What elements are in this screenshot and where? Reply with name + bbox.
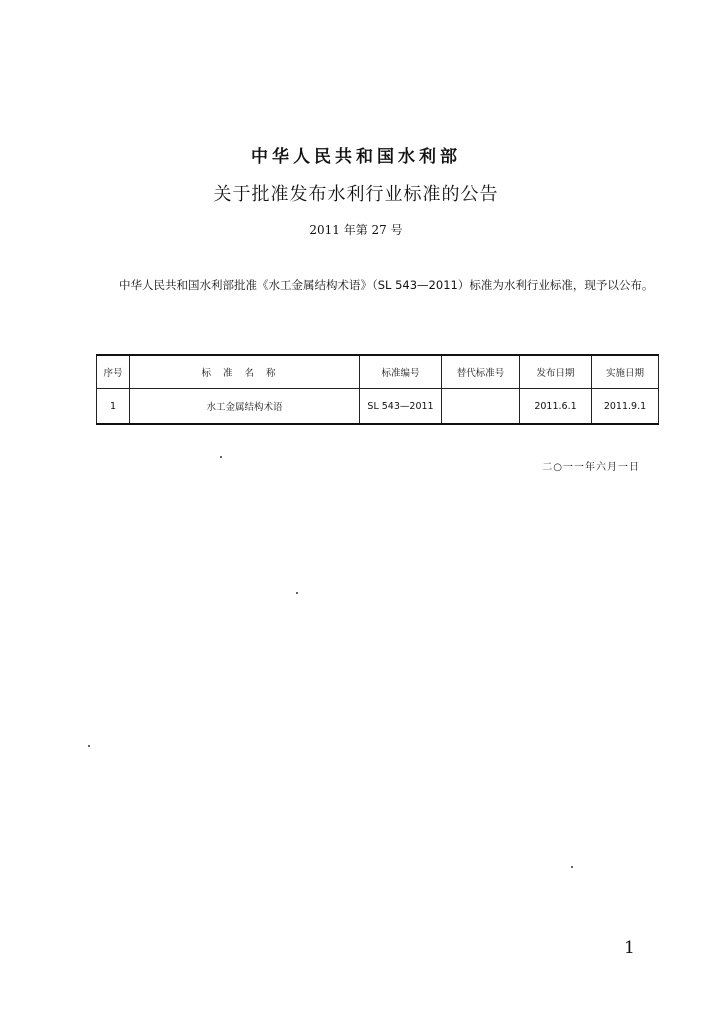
announcement-title: 关于批准发布水利行业标准的公告 (213, 184, 499, 205)
cell-replaced-code (442, 389, 520, 425)
column-header-publish-date: 发布日期 (520, 355, 592, 389)
column-header-standard-name: 标准名称 (130, 355, 360, 389)
cell-publish-date: 2011.6.1 (520, 389, 592, 425)
column-header-standard-code: 标准编号 (360, 355, 442, 389)
column-header-effective-date: 实施日期 (592, 355, 659, 389)
page-number: 1 (624, 938, 635, 958)
announcement-number: 2011 年第 27 号 (309, 223, 403, 237)
standards-table (96, 354, 659, 425)
issuing-authority: 中华人民共和国水利部 (251, 147, 461, 167)
announcement-body: 中华人民共和国水利部批准《水工金属结构术语》（SL 543—2011）标准为水利行业标准，现予以公布。 (119, 278, 654, 292)
scan-speck (220, 456, 222, 458)
column-header-index: 序号 (97, 355, 130, 389)
scan-speck (296, 592, 298, 594)
cell-standard-name: 水工金属结构术语 (130, 389, 360, 425)
scan-speck (88, 745, 90, 747)
table-header-row (97, 355, 659, 389)
cell-standard-code: SL 543—2011 (360, 389, 442, 425)
scan-speck (571, 866, 573, 868)
cell-effective-date: 2011.9.1 (592, 389, 659, 425)
issue-date: 二○一一年六月一日 (542, 462, 640, 473)
column-header-replaced-code: 替代标准号 (442, 355, 520, 389)
table-row (97, 389, 659, 425)
cell-index: 1 (97, 389, 130, 425)
